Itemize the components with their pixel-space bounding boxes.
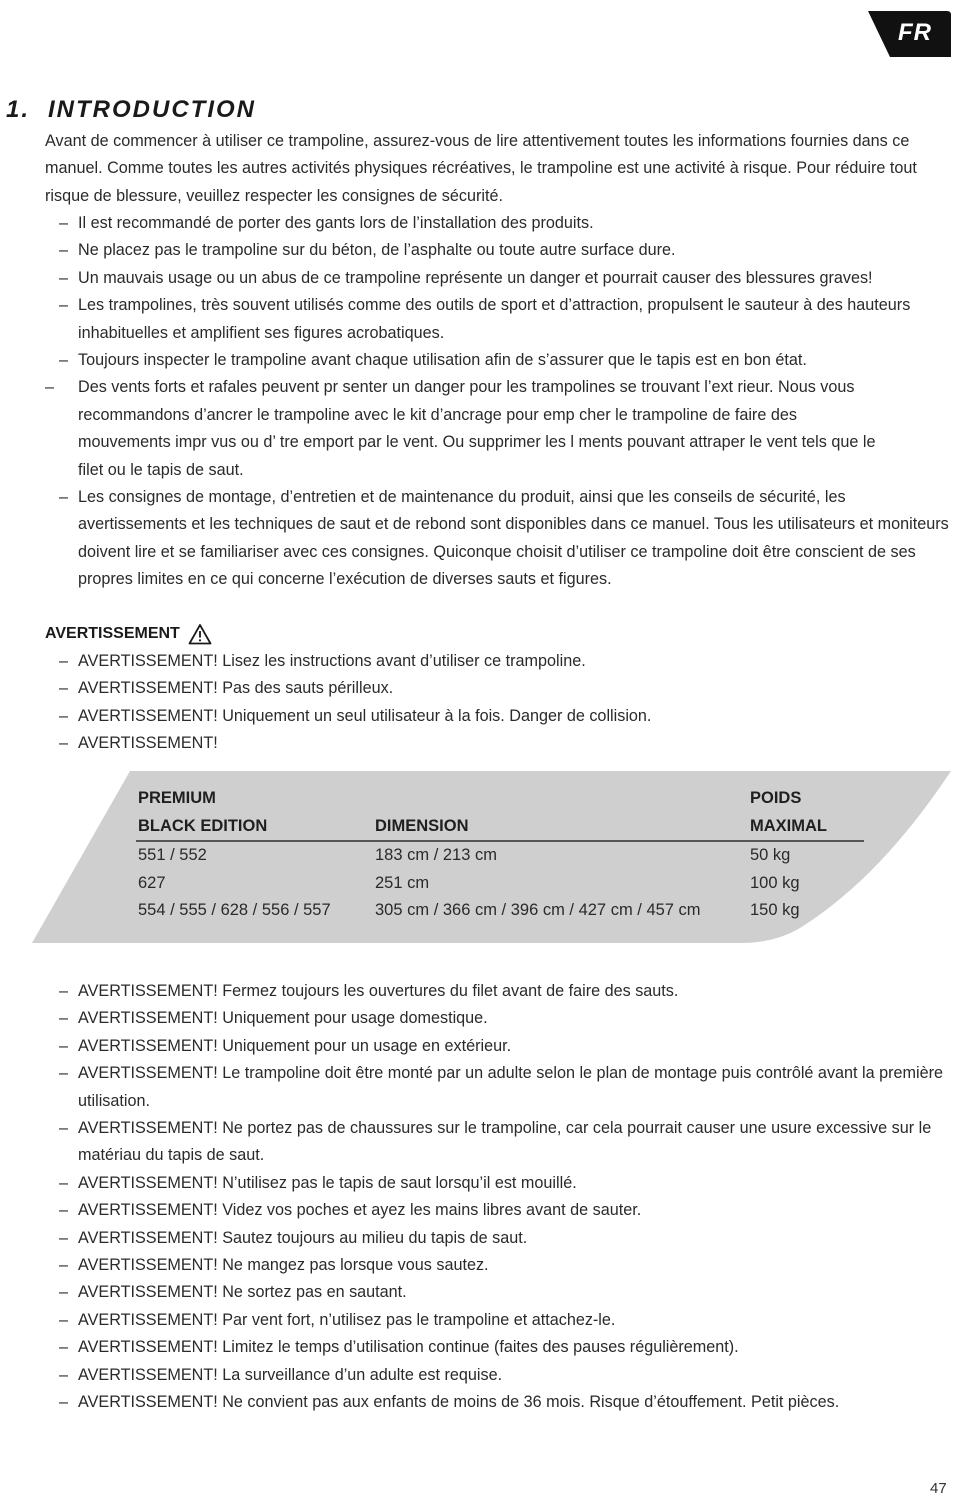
cell-weight: 150 kg — [750, 901, 800, 919]
list-item: – AVERTISSEMENT! Lisez les instructions avant d’utiliser ce trampoline. — [59, 652, 586, 670]
warnings-list-1 — [45, 648, 950, 758]
header-poids: POIDS — [750, 789, 802, 807]
list-item: – AVERTISSEMENT! La surveillance d’un adulte est requise. — [59, 1365, 503, 1384]
warnings-list-2 — [45, 978, 950, 1417]
section-number: 1. — [6, 96, 31, 123]
warning-triangle-icon — [188, 623, 212, 645]
section-title-text: INTRODUCTION — [48, 96, 256, 123]
list-item: – AVERTISSEMENT! — [59, 734, 218, 753]
list-item: – AVERTISSEMENT! Sautez toujours au milieu du tapis de saut. — [59, 1228, 528, 1247]
cell-dimension: 305 cm / 366 cm / 396 cm / 427 cm / 457 cm — [375, 901, 701, 919]
language-label: FR — [898, 19, 932, 46]
list-item: – Il est recommandé de porter des gants lors de l’installation des produits. — [59, 214, 594, 232]
list-item: – AVERTISSEMENT! Ne portez pas de chaussures sur le trampoline, car cela pourrait causer une usure excessive sur le matériau du tapis de saut. — [59, 1119, 932, 1165]
spec-table-panel — [0, 768, 961, 946]
header-black-edition: BLACK EDITION — [136, 813, 373, 842]
cell-model: 551 / 552 — [138, 846, 207, 864]
list-item: – Un mauvais usage ou un abus de ce trampoline représente un danger et pourrait causer des blessures graves! — [59, 268, 873, 287]
language-tab — [868, 11, 951, 57]
intro-paragraph: Avant de commencer à utiliser ce trampoline, assurez-vous de lire attentivement toutes les informations fournies dans ce manuel. Comme toutes les autres activités physiques récréatives, le trampoline est une activité à risque. Pour réduire tout risque de blessure, veuillez respecter les consignes de sécurité. — [45, 132, 917, 205]
list-item: – AVERTISSEMENT! N’utilisez pas le tapis de saut lorsqu’il est mouillé. — [59, 1173, 577, 1192]
table-row — [136, 897, 864, 925]
list-item: – AVERTISSEMENT! Le trampoline doit être monté par un adulte selon le plan de montage puis contrôlé avant la première utilisation. — [59, 1064, 944, 1110]
page-number: 47 — [930, 1480, 947, 1497]
cell-weight: 50 kg — [750, 846, 791, 864]
warning-heading-text: AVERTISSEMENT — [45, 625, 180, 642]
list-item: – AVERTISSEMENT! Uniquement un seul utilisateur à la fois. Danger de collision. — [59, 706, 652, 725]
cell-dimension: 183 cm / 213 cm — [375, 846, 497, 864]
list-item: – AVERTISSEMENT! Uniquement pour un usage en extérieur. — [59, 1036, 512, 1055]
header-maximal: MAXIMAL — [748, 813, 864, 842]
cell-model: 554 / 555 / 628 / 556 / 557 — [138, 901, 331, 919]
intro-list — [45, 210, 950, 594]
list-item: – Ne placez pas le trampoline sur du béton, de l’asphalte ou toute autre surface dure. — [59, 241, 676, 260]
list-item: – AVERTISSEMENT! Ne convient pas aux enfants de moins de 36 mois. Risque d’étouffement. Petit pièces. — [59, 1393, 840, 1412]
warning-heading — [45, 622, 212, 646]
list-item: – AVERTISSEMENT! Pas des sauts périlleux. — [59, 679, 394, 698]
list-item: – AVERTISSEMENT! Videz vos poches et ayez les mains libres avant de sauter. — [59, 1201, 642, 1220]
list-item: – Des vents forts et rafales peuvent pr senter un danger pour les trampolines se trouvant l’ext rieur. Nous vous recommandons d’ancrer le trampoline avec le kit d’ancrage pour emp cher le trampoline de faire des mouvements impr vus ou d’ tre emport par le vent. Ou supprimer les l ments pouvant attraper le vent tels que le filet ou le tapis de saut. — [45, 378, 876, 479]
list-item: – Les consignes de montage, d’entretien et de maintenance du produit, ainsi que les conseils de sécurité, les avertissements et les techniques de saut et de rebond sont disponibles dans ce manuel. Tous les utilisateurs et moniteurs doivent lire et se familiariser avec ces consignes. Quiconque choisit d’utiliser ce trampoline doit être conscient de ses propres limites en ce qui concerne l’exécution de diverses sauts et figures. — [59, 488, 949, 589]
cell-dimension: 251 cm — [375, 873, 430, 892]
header-premium: PREMIUM — [138, 789, 216, 807]
table-row — [136, 870, 864, 898]
table-row — [136, 841, 864, 870]
list-item: – AVERTISSEMENT! Ne mangez pas lorsque vous sautez. — [59, 1256, 489, 1275]
spec-table — [136, 785, 864, 925]
list-item: – AVERTISSEMENT! Fermez toujours les ouvertures du filet avant de faire des sauts. — [59, 982, 679, 1000]
list-item: – Toujours inspecter le trampoline avant chaque utilisation afin de s’assurer que le tapis est en bon état. — [59, 351, 807, 370]
section-title — [6, 96, 256, 124]
list-item: – AVERTISSEMENT! Ne sortez pas en sautant. — [59, 1283, 407, 1302]
list-item: – Les trampolines, très souvent utilisés comme des outils de sport et d’attraction, propulsent le sauteur à des hauteurs inhabituelles et amplifient ses figures acrobatiques. — [59, 296, 911, 342]
cell-weight: 100 kg — [750, 873, 800, 892]
header-dimension: DIMENSION — [373, 813, 748, 842]
list-item: – AVERTISSEMENT! Uniquement pour usage domestique. — [59, 1009, 488, 1028]
cell-model: 627 — [138, 873, 166, 892]
list-item: – AVERTISSEMENT! Limitez le temps d’utilisation continue (faites des pauses régulièrement). — [59, 1338, 739, 1357]
list-item: – AVERTISSEMENT! Par vent fort, n’utilisez pas le trampoline et attachez-le. — [59, 1310, 616, 1329]
